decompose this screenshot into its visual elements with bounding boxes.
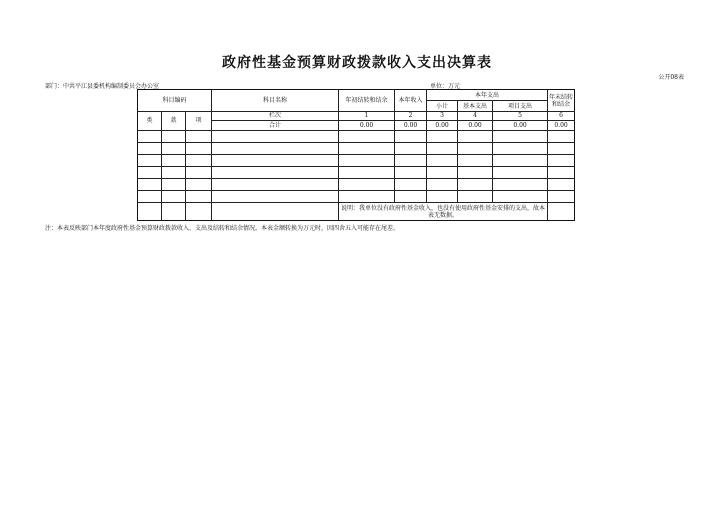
header-opening-balance: 年初结转和结余 [339, 90, 395, 112]
form-number: 公开08表 [658, 74, 684, 81]
header-kuan: 款 [162, 112, 186, 131]
table-row [138, 142, 575, 154]
header-expenditure: 本年支出 [427, 90, 548, 101]
table-row [138, 179, 575, 191]
table-row [138, 191, 575, 203]
col-number: 1 [339, 112, 395, 121]
total-value: 0.00 [458, 120, 493, 130]
header-xiang: 项 [186, 112, 212, 131]
header-subject-code: 科目编码 [138, 90, 212, 112]
total-value: 0.00 [339, 120, 395, 130]
header-income: 本年收入 [395, 90, 427, 112]
budget-table [137, 89, 575, 221]
remark-text: 说明：我单位没有政府性基金收入，也没有使用政府性基金安排的支出，故本表无数据。 [339, 203, 548, 221]
header-lei: 类 [138, 112, 162, 131]
unit-label: 单位：万元 [430, 83, 461, 90]
report-title: 政府性基金预算财政拨款收入支出决算表 [222, 55, 492, 71]
col-number: 6 [548, 112, 575, 121]
total-label: 合计 [212, 120, 339, 130]
total-value: 0.00 [395, 120, 427, 130]
header-project: 项目支出 [493, 101, 548, 112]
header-basic: 基本支出 [458, 101, 493, 112]
table-row [138, 154, 575, 166]
total-value: 0.00 [427, 120, 458, 130]
col-number: 3 [427, 112, 458, 121]
col-number: 2 [395, 112, 427, 121]
department-label: 部门：中共平江县委机构编制委员会办公室 [45, 83, 160, 90]
total-value: 0.00 [548, 120, 575, 130]
table-row [138, 166, 575, 178]
footnote: 注：本表反映部门本年度政府性基金预算财政拨款收入、支出及结转和结余情况。本表金额转换为万元时，因四舍五入可能存在尾差。 [45, 225, 400, 232]
table-row [138, 203, 575, 221]
col-number: 5 [493, 112, 548, 121]
col-number: 4 [458, 112, 493, 121]
header-lanci: 栏次 [212, 112, 339, 121]
header-subject-name: 科目名称 [212, 90, 339, 112]
header-closing-balance: 年末结转和结余 [548, 90, 575, 112]
table-row [138, 130, 575, 142]
header-subtotal: 小计 [427, 101, 458, 112]
total-value: 0.00 [493, 120, 548, 130]
